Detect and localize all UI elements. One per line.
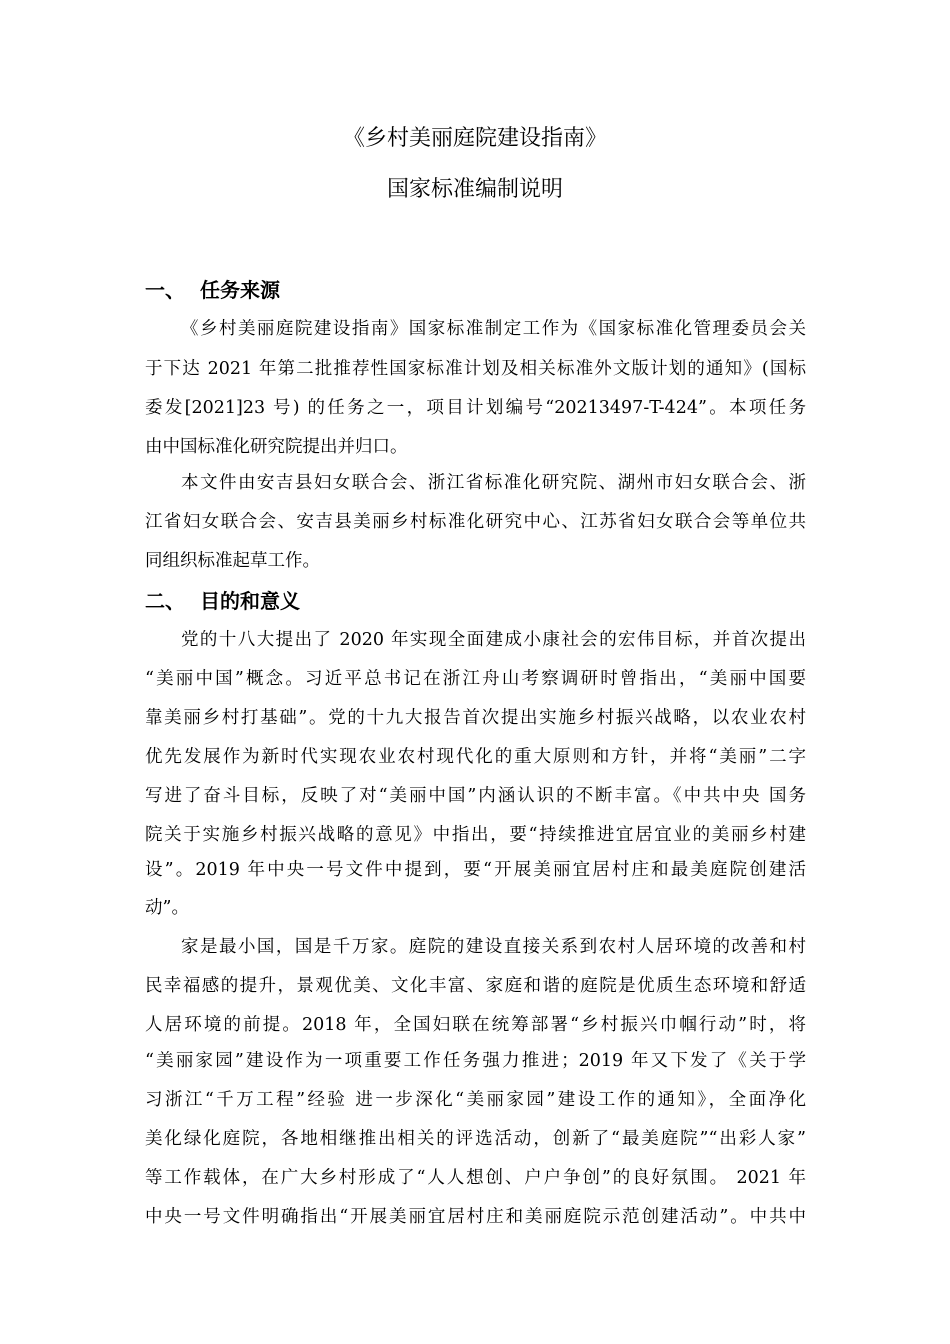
paragraph-line: 习浙江“千万工程”经验 进一步深化“美丽家园”建设工作的通知》，全面净化 [145,1090,806,1110]
section-title-1: 任务来源 [200,278,280,302]
paragraph-line: 家是最小国，国是千万家。庭院的建设直接关系到农村人居环境的改善和村 [181,937,806,957]
paragraph-line: 本文件由安吉县妇女联合会、浙江省标准化研究院、湖州市妇女联合会、浙 [181,473,806,493]
paragraph-line: “美丽中国”概念。习近平总书记在浙江舟山考察调研时曾指出，“美丽中国要 [145,669,806,689]
section-number-2: 二、 [145,589,185,613]
paragraph-line: 院关于实施乡村振兴战略的意见》中指出，要“持续推进宜居宜业的美丽乡村建 [145,825,806,845]
paragraph-line: 优先发展作为新时代实现农业农村现代化的重大原则和方针，并将“美丽”二字 [145,747,806,767]
paragraph-line: 于下达 2021 年第二批推荐性国家标准计划及相关标准外文版计划的通知》(国标 [145,359,806,379]
section-heading-1 [145,275,280,305]
paragraph-line: 《乡村美丽庭院建设指南》国家标准制定工作为《国家标准化管理委员会关 [181,319,806,339]
paragraph-line: 江省妇女联合会、安吉县美丽乡村标准化研究中心、江苏省妇女联合会等单位共 [145,512,806,532]
paragraph-line: 同组织标准起草工作。 [145,551,320,571]
paragraph-line: 中央一号文件明确指出“开展美丽宜居村庄和美丽庭院示范创建活动”。中共中 [145,1207,806,1227]
paragraph-line: 写进了奋斗目标，反映了对“美丽中国”内涵认识的不断丰富。《中共中央 国务 [145,786,806,806]
paragraph-line: 动”。 [145,898,189,918]
paragraph-line: 设”。2019 年中央一号文件中提到，要“开展美丽宜居村庄和最美庭院创建活 [145,860,806,880]
paragraph-line: 靠美丽乡村打基础”。党的十九大报告首次提出实施乡村振兴战略，以农业农村 [145,708,806,728]
paragraph-line: 由中国标准化研究院提出并归口。 [145,437,408,457]
section-number-1: 一、 [145,278,185,302]
paragraph-line: “美丽家园”建设作为一项重要工作任务强力推进；2019 年又下发了《关于学 [145,1051,806,1071]
paragraph-line: 等工作载体，在广大乡村形成了“人人想创、户户争创”的良好氛围。 2021 年 [145,1168,806,1188]
paragraph-line: 党的十八大提出了 2020 年实现全面建成小康社会的宏伟目标，并首次提出 [181,630,806,650]
paragraph-line: 人居环境的前提。2018 年，全国妇联在统筹部署“乡村振兴巾帼行动”时，将 [145,1015,806,1035]
paragraph-line: 美化绿化庭院，各地相继推出相关的评选活动，创新了“最美庭院”“出彩人家” [145,1129,806,1149]
paragraph-line: 委发[2021]23 号) 的任务之一，项目计划编号“20213497-T-424”。本项任务 [145,398,806,418]
document-title: 《乡村美丽庭院建设指南》 [342,126,607,151]
paragraph-line: 民幸福感的提升，景观优美、文化丰富、家庭和谐的庭院是优质生态环境和舒适 [145,976,806,996]
section-title-2: 目的和意义 [200,589,300,613]
document-subtitle: 国家标准编制说明 [386,177,563,202]
section-heading-2 [145,586,300,616]
